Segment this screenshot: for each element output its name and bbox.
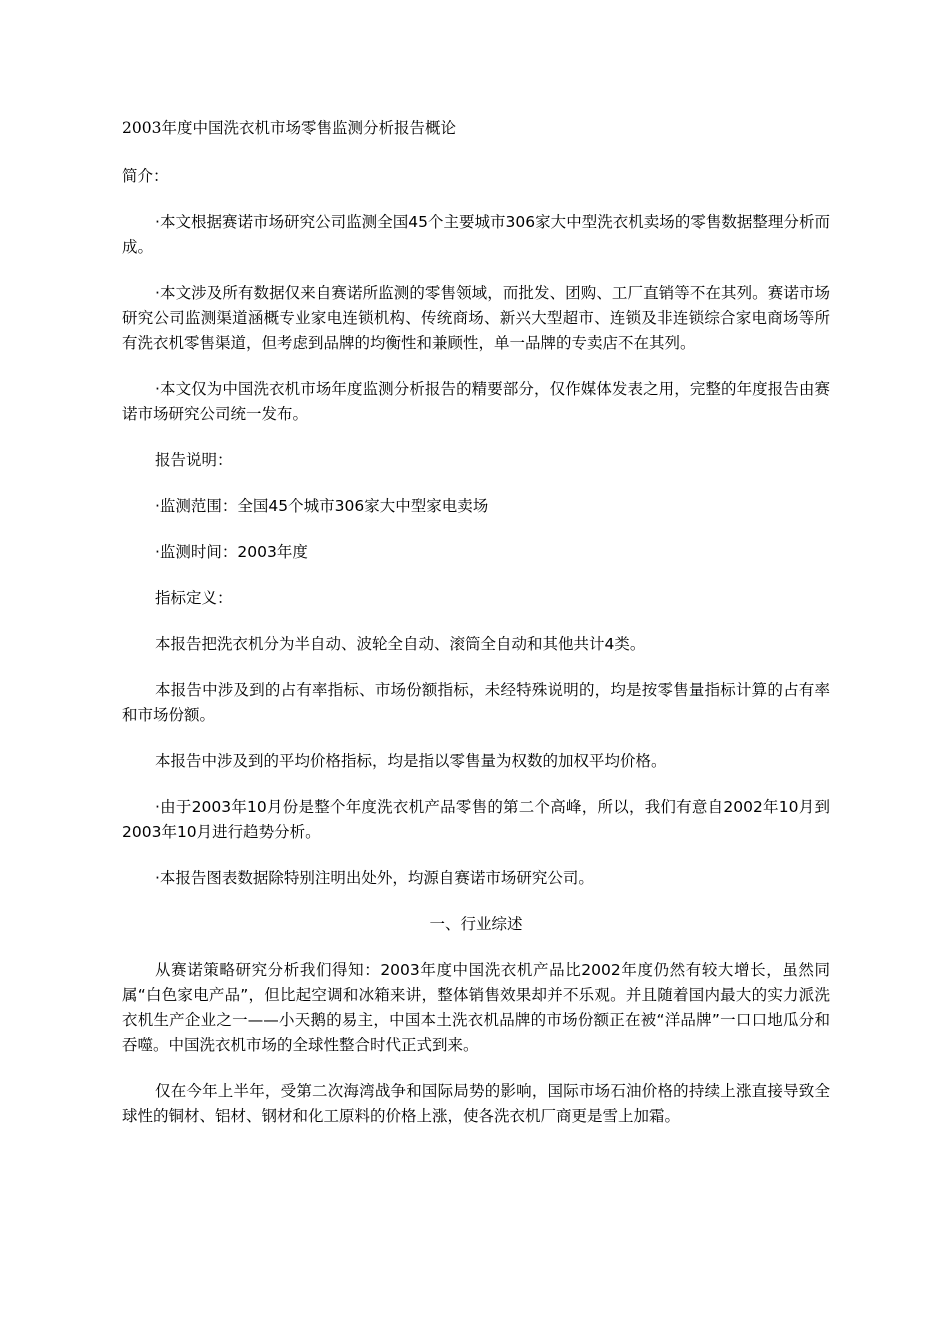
- document-page: [122, 116, 830, 1150]
- definition-item: 本报告中涉及到的平均价格指标，均是指以零售量为权数的加权平均价格。: [155, 752, 667, 770]
- definition-item: ·由于2003年10月份是整个年度洗衣机产品零售的第二个高峰，所以，我们有意自2002年10月到2003年10月进行趋势分析。: [122, 798, 830, 841]
- section-paragraph: 从赛诺策略研究分析我们得知：2003年度中国洗衣机产品比2002年度仍然有较大增长，虽然同属“白色家电产品”，但比起空调和冰箱来讲，整体销售效果却并不乐观。并且随着国内最大的实力派洗衣机生产企业之一——小天鹅的易主，中国本土洗衣机品牌的市场份额正在被“洋品牌”一口口地瓜分和吞噬。中国洗衣机市场的全球性整合时代正式到来。: [122, 961, 830, 1054]
- intro-label: 简介：: [122, 167, 169, 185]
- report-notes-label: 报告说明：: [155, 451, 233, 469]
- definition-item: ·本报告图表数据除特别注明出处外，均源自赛诺市场研究公司。: [155, 869, 594, 887]
- intro-bullet: ·本文根据赛诺市场研究公司监测全国45个主要城市306家大中型洗衣机卖场的零售数据整理分析而成。: [122, 213, 830, 256]
- section-paragraph: 仅在今年上半年，受第二次海湾战争和国际局势的影响，国际市场石油价格的持续上涨直接导致全球性的铜材、铝材、钢材和化工原料的价格上涨，使各洗衣机厂商更是雪上加霜。: [122, 1082, 830, 1125]
- intro-bullet: ·本文仅为中国洗衣机市场年度监测分析报告的精要部分，仅作媒体发表之用，完整的年度报告由赛诺市场研究公司统一发布。: [122, 380, 830, 423]
- definition-label: 指标定义：: [155, 589, 233, 607]
- definition-item: 本报告把洗衣机分为半自动、波轮全自动、滚筒全自动和其他共计4类。: [155, 635, 646, 653]
- intro-bullet: ·本文涉及所有数据仅来自赛诺所监测的零售领域，而批发、团购、工厂直销等不在其列。赛诺市场研究公司监测渠道涵概专业家电连锁机构、传统商场、新兴大型超市、连锁及非连锁综合家电商场等所有洗衣机零售渠道，但考虑到品牌的均衡性和兼顾性，单一品牌的专卖店不在其列。: [122, 284, 830, 352]
- monitor-time: ·监测时间：2003年度: [155, 543, 308, 561]
- document-title: 2003年度中国洗衣机市场零售监测分析报告概论: [122, 119, 456, 137]
- section-heading: 一、行业综述: [429, 915, 523, 933]
- definition-item: 本报告中涉及到的占有率指标、市场份额指标，未经特殊说明的，均是按零售量指标计算的占有率和市场份额。: [122, 681, 830, 724]
- monitor-scope: ·监测范围：全国45个城市306家大中型家电卖场: [155, 497, 489, 515]
